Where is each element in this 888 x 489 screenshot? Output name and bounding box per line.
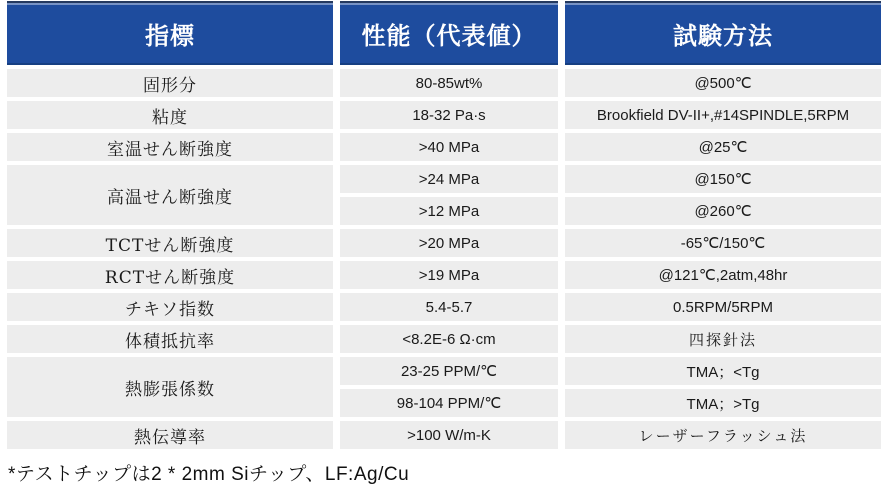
table-body xyxy=(7,69,881,449)
method-cell: 0.5RPM/5RPM xyxy=(565,293,881,321)
header-indicator: 指標 xyxy=(7,1,333,65)
value-cell: 5.4-5.7 xyxy=(340,293,558,321)
method-cell: TMA；<Tg xyxy=(565,357,881,385)
table-row xyxy=(7,165,881,193)
table-header xyxy=(7,1,881,65)
value-cell: >24 MPa xyxy=(340,165,558,193)
indicator-cell: 固形分 xyxy=(7,69,333,97)
indicator-cell: 室温せん断強度 xyxy=(7,133,333,161)
indicator-cell: 体積抵抗率 xyxy=(7,325,333,353)
indicator-cell: TCTせん断強度 xyxy=(7,229,333,257)
value-cell: 23-25 PPM/℃ xyxy=(340,357,558,385)
table-row xyxy=(7,261,881,289)
table-row xyxy=(7,293,881,321)
table-row xyxy=(7,133,881,161)
method-cell: @260℃ xyxy=(565,197,881,225)
indicator-cell: 高温せん断強度 xyxy=(7,165,333,225)
value-cell: >20 MPa xyxy=(340,229,558,257)
method-cell: @500℃ xyxy=(565,69,881,97)
method-cell: レーザーフラッシュ法 xyxy=(565,421,881,449)
header-test-method: 試験方法 xyxy=(565,1,881,65)
indicator-cell: 熱膨張係数 xyxy=(7,357,333,417)
value-cell: 18-32 Pa·s xyxy=(340,101,558,129)
value-cell: >12 MPa xyxy=(340,197,558,225)
value-cell: >100 W/m-K xyxy=(340,421,558,449)
method-cell: -65℃/150℃ xyxy=(565,229,881,257)
footnote: *テストチップは2 * 2mm Siチップ、LF:Ag/Cu xyxy=(8,464,410,485)
header-performance: 性能（代表値） xyxy=(340,1,558,65)
value-cell: <8.2E-6 Ω·cm xyxy=(340,325,558,353)
table-row xyxy=(7,69,881,97)
value-cell: >40 MPa xyxy=(340,133,558,161)
method-cell: 四探針法 xyxy=(565,325,881,353)
indicator-cell: 熱伝導率 xyxy=(7,421,333,449)
indicator-cell: RCTせん断強度 xyxy=(7,261,333,289)
method-cell: @121℃,2atm,48hr xyxy=(565,261,881,289)
table-row xyxy=(7,101,881,129)
method-cell: @150℃ xyxy=(565,165,881,193)
table-row xyxy=(7,357,881,385)
indicator-cell: チキソ指数 xyxy=(7,293,333,321)
method-cell: Brookfield DV-II+,#14SPINDLE,5RPM xyxy=(565,101,881,129)
value-cell: >19 MPa xyxy=(340,261,558,289)
value-cell: 80-85wt% xyxy=(340,69,558,97)
table-row xyxy=(7,229,881,257)
table-row xyxy=(7,421,881,449)
method-cell: TMA；>Tg xyxy=(565,389,881,417)
table-row xyxy=(7,325,881,353)
header-row xyxy=(7,1,881,65)
value-cell: 98-104 PPM/℃ xyxy=(340,389,558,417)
indicator-cell: 粘度 xyxy=(7,101,333,129)
method-cell: @25℃ xyxy=(565,133,881,161)
